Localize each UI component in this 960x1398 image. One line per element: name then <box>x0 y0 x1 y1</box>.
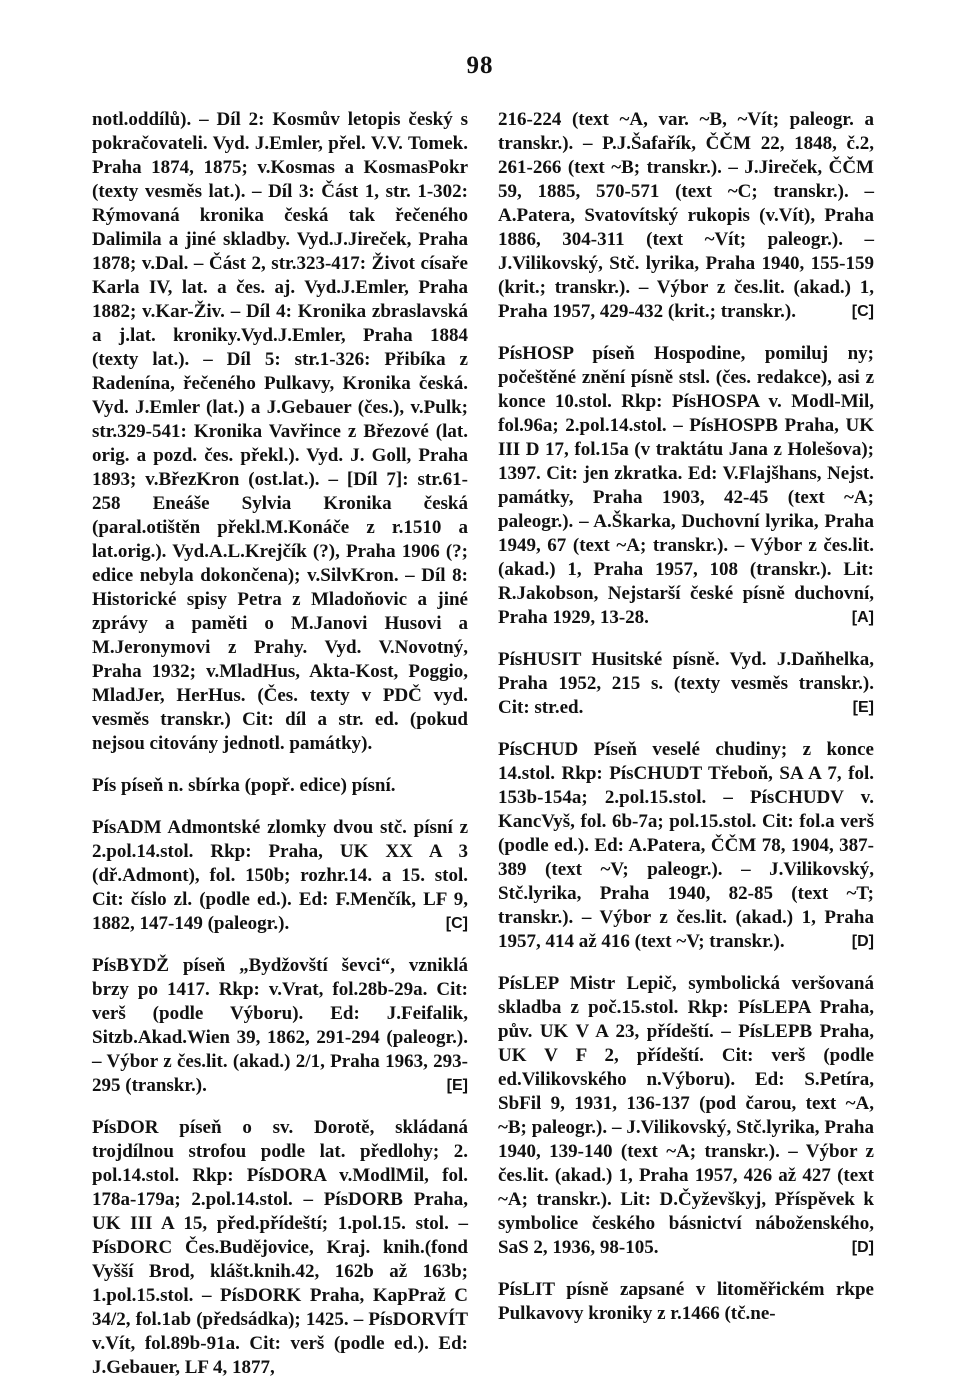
source-tag: [D] <box>851 933 874 950</box>
entry-text: Pís píseň n. sbírka (popř. edice) písní. <box>92 775 396 796</box>
source-tag: [C] <box>851 303 874 320</box>
entry-pis-adm <box>92 816 468 936</box>
entry-pis <box>92 774 468 798</box>
entry-text: notl.oddílů). – Díl 2: Kosmův letopis český s pokračovateli. Vyd. J.Emler, přel. V.V. Tomek. Praha 1874, 1875; v.Kosmas a KosmasPokr (texty vesměs lat.). – Díl 3: Část 1, str. 1-302: Rýmovaná kronika česká tak řečeného Dalimila a jiné skladby. Vyd.J.Jireček, Praha 1878; v.Dal. – Část 2, str.323-417: Život císaře Karla IV, lat. a čes. aj. Vyd.J.Emler, Praha 1882; v.Kar-Živ. – Díl 4: Kronika zbraslavská a j.lat. kroniky.Vyd.J.Emler, Praha 1884 (texty lat.). – Díl 5: str.1-326: Přibíka z Radenína, řečeného Pulkavy, Kronika česká. Vyd. J.Emler (lat.) a J.Gebauer (čes.), v.Pulk; str.329-541: Kronika Vavřince z Březové (lat. orig. a pozd. čes. překl.). Vyd. J. Goll, Praha 1893; v.BřezKron (ost.lat.). – [Díl 7]: str.61-258 Eneáše Sylvia Kronika česká (paral.otištěn překl.M.Konáče z r.1510 a lat.orig.). Vyd.A.L.Krejčík (?), Praha 1906 (?; edice nebyla dokončena); v.SilvKron. – Díl 8: Historické spisy Petra z Mladoňovic a jiné zprávy a paměti o M.Janovi Husovi a M.Jeronymovi z Prahy. Vyd. V.Novotný, Praha 1932; v.MladHus, Akta-Kost, Poggio, MladJer, HerHus. (Čes. texty v PDČ vyd. vesměs transkr.) Cit: díl a str. ed. (pokud nejsou citovány jednotl. památky). <box>92 109 468 754</box>
entry-continuation <box>92 108 468 756</box>
entry-pis-lep <box>498 972 874 1260</box>
entry-pis-hosp <box>498 342 874 630</box>
entry-text: PísBYDŽ píseň „Bydžovští ševci“, vzniklá brzy po 1417. Rkp: v.Vrat, fol.28b-29a. Cit: verš (podle Výboru). Ed: J.Feifalik, Sitzb.Akad.Wien 39, 1862, 291-294 (paleogr.). – Výbor z čes.lit. (akad.) 2/1, Praha 1963, 293-295 (transkr.). <box>92 955 468 1096</box>
entry-text: PísLIT písně zapsané v litoměřickém rkpe Pulkavovy kroniky z r.1466 (tč.ne- <box>498 1279 874 1324</box>
entry-text: PísHOSP píseň Hospodine, pomiluj ny; počeštěné znění písně stsl. (čes. redakce), asi z konce 10.stol. Rkp: PísHOSPA v. Modl-Mil, fol.96a; 2.pol.14.stol. – PísHOSPB Praha, UK III D 17, fol.15a (v traktátu Jana z Holešova); 1397. Cit: jen zkratka. Ed: V.Flajšhans, Nejst. památky, Praha 1903, 42-45 (text ~A; paleogr.). – A.Škarka, Duchovní lyrika, Praha 1949, 67 (text ~A; transkr.). – Výbor z čes.lit. (akad.) 1, Praha 1957, 108 (transkr.). Lit: R.Jakobson, Nejstarší české písně duchovní, Praha 1929, 13-28. <box>498 343 874 628</box>
entry-pis-husit <box>498 648 874 720</box>
right-column <box>498 108 874 1344</box>
entry-text: PísHUSIT Husitské písně. Vyd. J.Daňhelka, Praha 1952, 215 s. (texty vesměs transkr.). Cit: str.ed. <box>498 649 874 718</box>
left-column <box>92 108 468 1398</box>
entry-pis-bydz <box>92 954 468 1098</box>
source-tag: [E] <box>852 699 874 716</box>
page-number: 98 <box>466 52 494 79</box>
entry-pis-chud <box>498 738 874 954</box>
source-tag: [C] <box>445 915 468 932</box>
entry-text: PísDOR píseň o sv. Dorotě, skládaná trojdílnou strofou podle lat. předlohy; 2. pol.14.stol. Rkp: PísDORA v.ModlMil, fol. 178a-179a; 2.pol.14.stol. – PísDORB Praha, UK III A 15, před.přídeští; 1.pol.15. stol. – PísDORC Čes.Budějovice, Kraj. knih.(fond Vyšší Brod, klášt.knih.42, 162b až 163b; 1.pol.15.stol. – PísDORK Praha, KapPraž C 34/2, fol.1ab (předsádka); 1425. – PísDORVÍT v.Vít, fol.89b-91a. Cit: verš (podle ed.). Ed: J.Gebauer, LF 4, 1877, <box>92 1117 468 1378</box>
entry-text: PísLEP Mistr Lepič, symbolická veršovaná skladba z poč.15.stol. Rkp: PísLEPA Praha, pův. UK V A 23, přídeští. – PísLEPB Praha, UK V F 2, přídeští. Cit: verš (podle ed.Vilikovského n.Výboru). Ed: S.Petíra, SbFil 9, 1931, 136-137 (pod čarou, text ~A, ~B; paleogr.). – J.Vilikovský, Stč.lyrika, Praha 1940, 139-140 (text ~A; transkr.). – Výbor z čes.lit. (akad.) 1, Praha 1957, 426 až 427 (text ~A; transkr.). Lit: D.Čyževškyj, Příspěvek k symbolice českého básnictví náboženského, SaS 2, 1936, 98-105. <box>498 973 874 1258</box>
source-tag: [E] <box>446 1077 468 1094</box>
entry-text: 216-224 (text ~A, var. ~B, ~Vít; paleogr. a transkr.). – P.J.Šafařík, ČČM 22, 1848, č.2, 261-266 (text ~B; transkr.). – J.Jireček, ČČM 59, 1885, 570-571 (text ~C; transkr.). – A.Patera, Svatovítský rukopis (v.Vít), Praha 1886, 304-311 (text ~Vít; paleogr.). – J.Vilikovský, Stč. lyrika, Praha 1940, 155-159 (krit.; transkr.). – Výbor z čes.lit. (akad.) 1, Praha 1957, 429-432 (krit.; transkr.). <box>498 109 874 322</box>
entry-pis-dor <box>92 1116 468 1380</box>
entry-pis-lit <box>498 1278 874 1326</box>
entry-text: PísCHUD Píseň veselé chudiny; z konce 14.stol. Rkp: PísCHUDT Třeboň, SA A 7, fol. 153b-154a; 2.pol.15.stol. – PísCHUDV v. KancVyš, fol. 6b-7a; pol.15.stol. Cit: fol.a verš (podle ed.). Ed: A.Patera, ČČM 78, 1904, 387-389 (text ~V; paleogr.). – J.Vilikovský, Stč.lyrika, Praha 1940, 82-85 (text ~T; transkr.). – Výbor z čes.lit. (akad.) 1, Praha 1957, 414 až 416 (text ~V; transkr.). <box>498 739 874 952</box>
source-tag: [D] <box>851 1239 874 1256</box>
entry-text: PísADM Admontské zlomky dvou stč. písní z 2.pol.14.stol. Rkp: Praha, UK XX A 3 (dř.Admont), fol. 150b; rozhr.14. a 15. stol. Cit: číslo zl. (podle ed.). Ed: F.Menčík, LF 9, 1882, 147-149 (paleogr.). <box>92 817 468 934</box>
source-tag: [A] <box>851 609 874 626</box>
entry-pis-dor-continued <box>498 108 874 324</box>
